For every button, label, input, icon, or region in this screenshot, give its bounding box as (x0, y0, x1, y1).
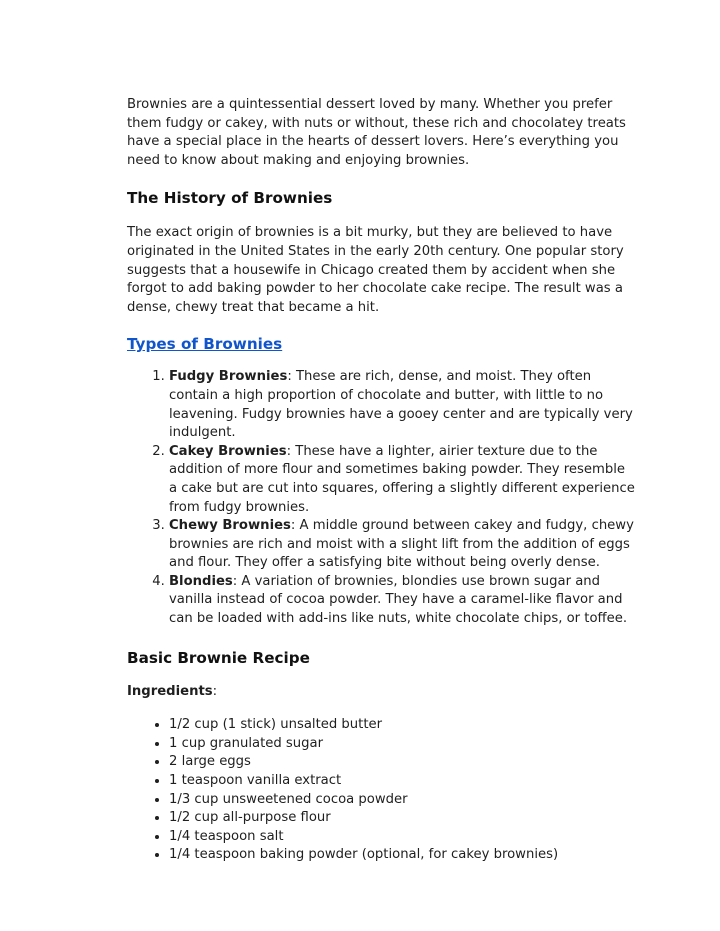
types-heading-link[interactable]: Types of Brownies (127, 335, 283, 354)
list-item (169, 443, 636, 517)
type-description: : These have a lighter, airier texture due to the addition of more flour and sometimes baking powder. They resemble a cake but are cut into squares, offering a slightly different experience from fudgy brownies. (169, 443, 635, 515)
list-item: • 1/4 teaspoon baking powder (optional, for cakey brownies) (169, 846, 636, 865)
list-item: • 2 large eggs (169, 753, 636, 772)
type-description: : A middle ground between cakey and fudgy, chewy brownies are rich and moist with a slight lift from the addition of eggs and flour. They offer a satisfying bite without being overly dense. (169, 518, 634, 571)
ingredients-label-text: Ingredients (127, 683, 213, 699)
list-item: • 1 teaspoon vanilla extract (169, 772, 636, 791)
ingredients-label-colon: : (212, 683, 218, 699)
history-paragraph: The exact origin of brownies is a bit murky, but they are believed to have originated in the United States in the early 20th century. One popular story suggests that a housewife in Chicago created them by accident when she forgot to add baking powder to her chocolate cake recipe. The result was a dense, chewy treat that became a hit. (127, 225, 624, 315)
type-name: Blondies (169, 573, 233, 589)
list-item: • 1/2 cup (1 stick) unsalted butter (169, 716, 636, 735)
list-item (169, 517, 636, 573)
recipe-heading: Basic Brownie Recipe (127, 648, 310, 667)
list-item (169, 573, 636, 629)
types-heading (127, 334, 636, 354)
types-list (127, 368, 636, 628)
ingredients-list (127, 716, 636, 865)
type-description: : These are rich, dense, and moist. They often contain a high proportion of chocolate and butter, with little to no leavening. Fudgy brownies have a gooey center and are typically very indulgent. (169, 369, 633, 441)
list-item: • 1/3 cup unsweetened cocoa powder (169, 791, 636, 810)
ingredients-label (127, 683, 636, 702)
history-heading: The History of Brownies (127, 189, 333, 208)
list-item: • 1 cup granulated sugar (169, 735, 636, 754)
list-item (169, 368, 636, 442)
type-name: Cakey Brownies (169, 443, 287, 459)
list-item: • 1/2 cup all-purpose flour (169, 809, 636, 828)
type-name: Chewy Brownies (169, 518, 291, 534)
list-item: • 1/4 teaspoon salt (169, 828, 636, 847)
intro-paragraph: Brownies are a quintessential dessert loved by many. Whether you prefer them fudgy or cakey, with nuts or without, these rich and chocolatey treats have a special place in the hearts of dessert lovers. Here’s everything you need to know about making and enjoying brownies. (127, 97, 626, 168)
type-name: Fudgy Brownies (169, 369, 288, 385)
type-description: : A variation of brownies, blondies use brown sugar and vanilla instead of cocoa powder. They have a caramel-like flavor and can be loaded with add-ins like nuts, white chocolate chips, or toffee. (169, 573, 628, 627)
